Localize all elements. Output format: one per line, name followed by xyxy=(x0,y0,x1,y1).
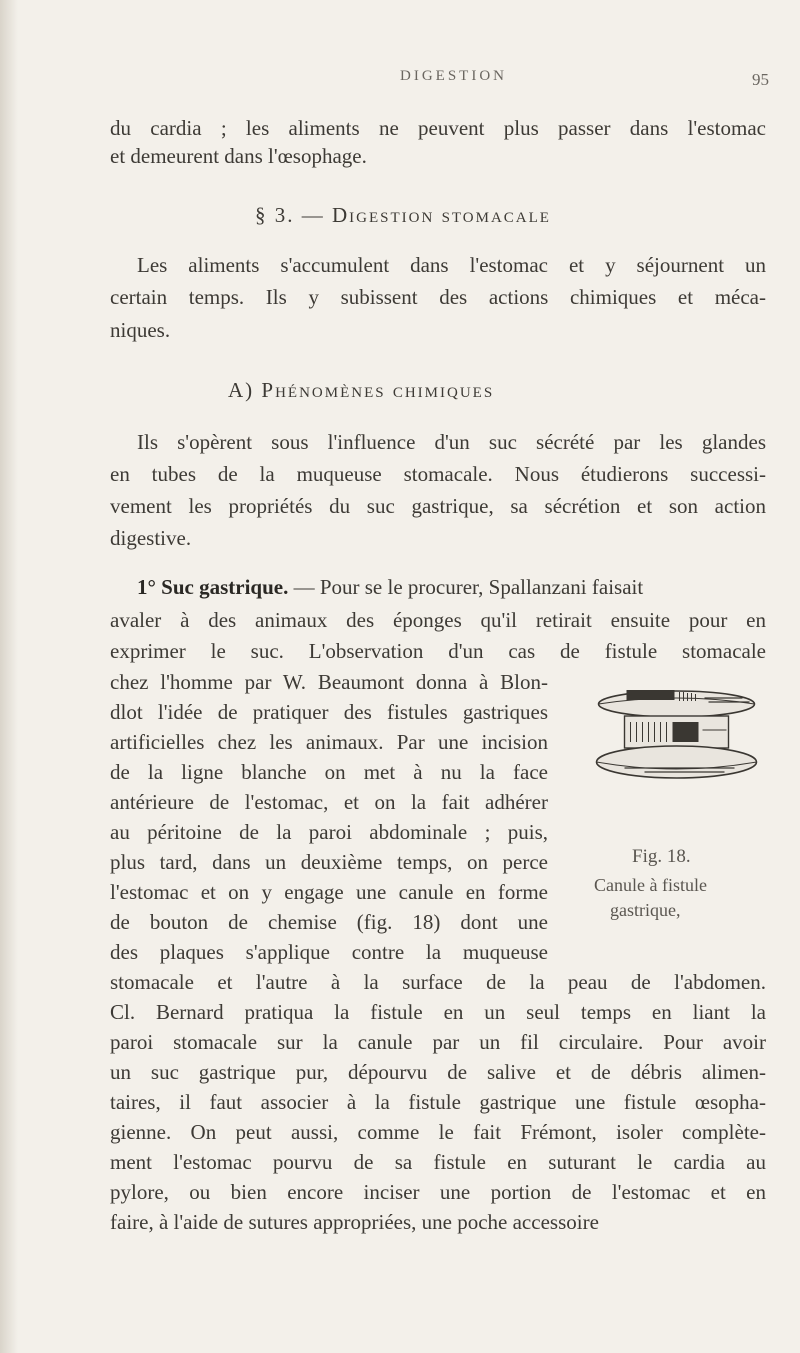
text-line: artificielles chez les animaux. Par une incision xyxy=(110,730,548,754)
figure-caption-line: Canule à fistule xyxy=(594,875,707,895)
text-line: et demeurent dans l'œsophage. xyxy=(110,144,367,168)
text-line: plus tard, dans un deuxième temps, on perce xyxy=(110,850,548,874)
section-title: § 3. — Digestion stomacale xyxy=(255,203,551,227)
text-line: un suc gastrique pur, dépourvu de salive et de débris alimen- xyxy=(110,1060,766,1084)
text-line: Ils s'opèrent sous l'influence d'un suc sécrété par les glandes xyxy=(137,430,766,454)
text-line: Cl. Bernard pratiqua la fistule en un seul temps en liant la xyxy=(110,1000,766,1024)
text-line: en tubes de la muqueuse stomacale. Nous étudierons successi- xyxy=(110,462,766,486)
text-line: certain temps. Ils y subissent des actions chimiques et méca- xyxy=(110,285,766,309)
page-header xyxy=(0,40,800,89)
text-line: vement les propriétés du suc gastrique, sa sécrétion et son action xyxy=(110,494,766,518)
text-line: antérieure de l'estomac, et on la fait adhérer xyxy=(110,790,548,814)
text-line: ment l'estomac pourvu de sa fistule en suturant le cardia au xyxy=(110,1150,766,1174)
text-line: Les aliments s'accumulent dans l'estomac et y séjournent un xyxy=(137,253,766,277)
text-line: du cardia ; les aliments ne peuvent plus passer dans l'estomac xyxy=(110,116,766,140)
text-line: de la ligne blanche on met à nu la face xyxy=(110,760,548,784)
text-line: au péritoine de la paroi abdominale ; puis, xyxy=(110,820,548,844)
page-number: 95 xyxy=(752,70,769,89)
text-line: faire, à l'aide de sutures appropriées, une poche accessoire xyxy=(110,1210,599,1234)
text-line: chez l'homme par W. Beaumont donna à Blon- xyxy=(110,670,548,694)
text-line: 1° Suc gastrique. — Pour se le procurer, Spallanzani faisait xyxy=(137,575,644,599)
text-line: paroi stomacale sur la canule par un fil circulaire. Pour avoir xyxy=(110,1030,766,1054)
paragraph-heading: 1° Suc gastrique. xyxy=(137,575,289,599)
text-line: exprimer le suc. L'observation d'un cas de fistule stomacale xyxy=(110,639,766,663)
cannula-illustration xyxy=(582,672,767,792)
page-gutter-shadow xyxy=(0,0,18,1353)
text-line: dlot l'idée de pratiquer des fistules gastriques xyxy=(110,700,548,724)
text-line: avaler à des animaux des éponges qu'il retirait ensuite pour en xyxy=(110,608,766,632)
text-line: des plaques s'applique contre la muqueuse xyxy=(110,940,548,964)
text-line: l'estomac et on y engage une canule en forme xyxy=(110,880,548,904)
text-line: de bouton de chemise (fig. 18) dont une xyxy=(110,910,548,934)
text-line: niques. xyxy=(110,318,171,342)
figure-caption-line: gastrique, xyxy=(610,900,681,920)
running-head: DIGESTION xyxy=(400,68,507,84)
text-line: gienne. On peut aussi, comme le fait Frémont, isoler complète- xyxy=(110,1120,766,1144)
subsection-title: A) Phénomènes chimiques xyxy=(228,378,495,402)
figure-label: Fig. 18. xyxy=(632,846,691,867)
text-line: digestive. xyxy=(110,526,192,550)
text-line: stomacale et l'autre à la surface de la peau de l'abdomen. xyxy=(110,970,766,994)
text-line: taires, il faut associer à la fistule gastrique une fistule œsopha- xyxy=(110,1090,766,1114)
text-line: pylore, ou bien encore inciser une portion de l'estomac et en xyxy=(110,1180,766,1204)
